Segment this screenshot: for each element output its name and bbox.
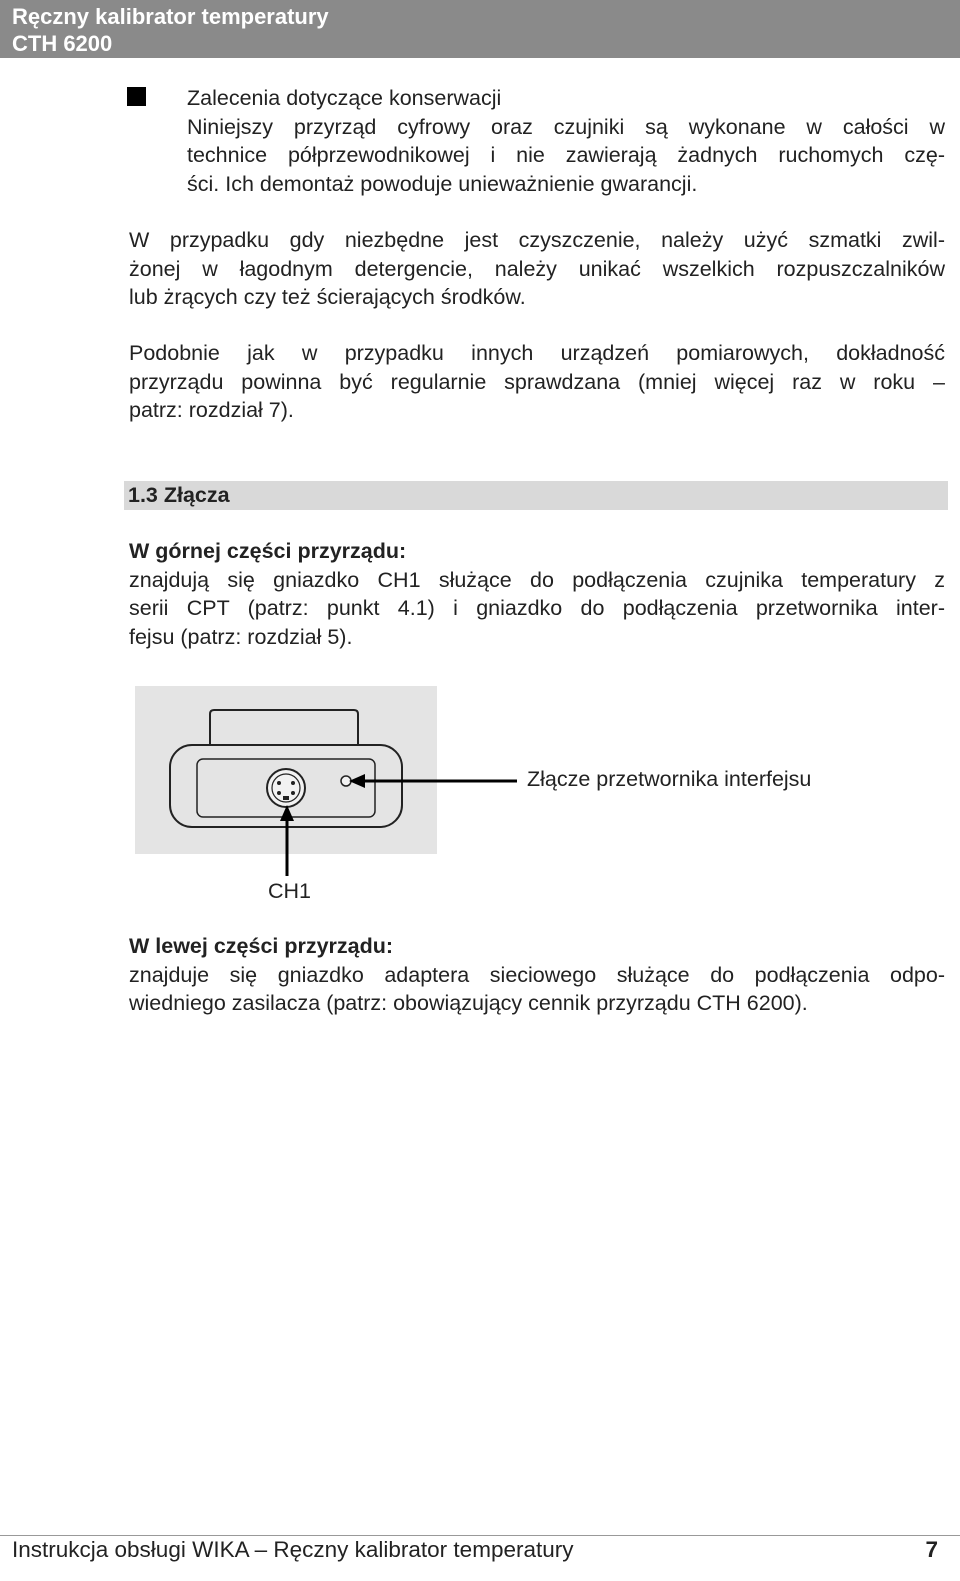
left-part-heading: W lewej części przyrządu: — [129, 934, 394, 958]
accuracy-paragraph — [129, 339, 945, 425]
top-part-line: fejsu (patrz: rozdział 5). — [129, 624, 353, 649]
top-part-heading: W górnej części przyrządu: — [129, 539, 407, 563]
accuracy-line: przyrządu powinna być regularnie sprawdzana (mniej więcej raz w roku – — [129, 369, 945, 394]
ch1-label: CH1 — [268, 879, 312, 903]
left-part-paragraph — [129, 932, 945, 1018]
cleaning-line: żonej w łagodnym detergencie, należy unikać wszelkich rozpuszczalników — [129, 256, 945, 281]
top-part-line: serii CPT (patrz: punkt 4.1) i gniazdko do podłączenia przetwornika inter- — [129, 596, 945, 620]
interface-socket-icon — [341, 776, 351, 786]
cleaning-line: W przypadku gdy niezbędne jest czyszczenie, należy użyć szmatki zwil- — [129, 228, 945, 252]
cleaning-line: lub żrących czy też ścierających środków. — [129, 285, 526, 309]
maintenance-line: ści. Ich demontaż powoduje unieważnienie gwarancji. — [187, 171, 698, 196]
section-heading-bar — [124, 481, 948, 510]
accuracy-line: Podobnie jak w przypadku innych urządzeń pomiarowych, dokładność — [129, 341, 945, 365]
cleaning-paragraph — [129, 226, 945, 312]
device-top-cap — [210, 710, 358, 745]
maintenance-heading: Zalecenia dotyczące konserwacji — [187, 86, 502, 110]
top-part-paragraph — [129, 537, 945, 651]
section-title: 1.3 Złącza — [128, 483, 230, 507]
ch1-socket-icon — [267, 769, 305, 807]
maintenance-paragraph — [187, 84, 945, 198]
header-title: Ręczny kalibrator temperatury — [12, 4, 329, 29]
top-part-line: znajdują się gniazdko CH1 służące do podłączenia czujnika temperatury z — [129, 567, 945, 592]
device-body-outline — [170, 745, 402, 827]
ch1-arrow-head — [280, 805, 294, 821]
header-model: CTH 6200 — [12, 31, 113, 56]
accuracy-line: patrz: rozdział 7). — [129, 398, 294, 422]
interface-arrow-head — [349, 774, 365, 788]
left-part-line: wiedniego zasilacza (patrz: obowiązujący cennik przyrządu CTH 6200). — [129, 991, 808, 1015]
page-number: 7 — [925, 1537, 938, 1562]
figure-background — [135, 686, 437, 854]
left-part-line: znajduje się gniazdko adaptera sieciowego służące do podłączenia odpo- — [129, 962, 945, 987]
footer-divider — [0, 1535, 960, 1536]
interface-connector-label: Złącze przetwornika interfejsu — [527, 767, 812, 791]
page-header — [0, 0, 960, 58]
square-bullet-icon — [127, 87, 146, 106]
connector-panel — [197, 759, 375, 817]
footer-text: Instrukcja obsługi WIKA – Ręczny kalibrator temperatury — [12, 1537, 574, 1562]
maintenance-line: technice półprzewodnikowej i nie zawierają żadnych ruchomych czę- — [187, 143, 945, 167]
maintenance-line: Niniejszy przyrząd cyfrowy oraz czujniki są wykonane w całości w — [187, 114, 945, 139]
